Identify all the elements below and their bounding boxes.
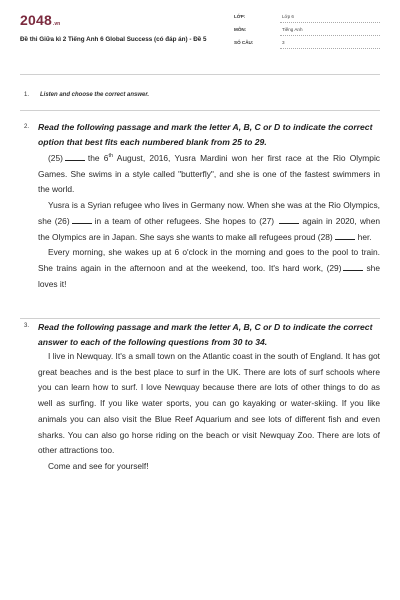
blank-number: (25) <box>48 153 63 163</box>
meta-underline <box>280 35 380 36</box>
meta-value: 3 <box>282 40 285 45</box>
passage-text: Yusra is a Syrian refugee who lives in Germany now. When she was at the Rio Olympics, she (26) <box>38 200 380 226</box>
ordinal-suffix: th <box>108 153 114 160</box>
question-number: 3. <box>24 323 30 329</box>
logo-text: 2048 <box>20 12 52 28</box>
answer-blank[interactable] <box>72 222 92 224</box>
passage-text: she loves it! <box>38 262 380 289</box>
meta-value: Lớp 6 <box>282 14 294 19</box>
section-divider <box>20 318 380 319</box>
section-divider <box>20 110 380 111</box>
passage-paragraph <box>38 245 380 292</box>
reading-passage <box>38 349 380 475</box>
question-number: 1. <box>24 92 30 98</box>
meta-row-subject <box>234 25 380 36</box>
meta-value: Tiếng Anh <box>282 27 303 32</box>
passage-text: Every morning, she wakes up at 6 o'clock in the morning and goes to the pool to train. She trains again in the afternoon and at the weekend, too. It's hard work, (29) <box>38 247 380 273</box>
answer-blank[interactable] <box>343 269 363 271</box>
meta-label: LỚP: <box>234 14 246 19</box>
question-instruction: Read the following passage and mark the letter A, B, C or D to indicate the correct answer to each of the following questions from 30 to 34. <box>38 322 373 347</box>
meta-underline <box>280 22 380 23</box>
passage-text: her. <box>357 231 372 242</box>
question-number: 2. <box>24 124 30 130</box>
logo-suffix: .vn <box>52 21 61 27</box>
site-logo[interactable] <box>20 12 60 28</box>
passage-text: August, 2016, Yusra Mardini won her first race at the Rio Olympic Games. She swims in a style called "butterfly", and she is one of the fastest swimmers in the world. <box>38 153 380 195</box>
meta-label: MÔN: <box>234 27 247 32</box>
header-divider <box>20 74 380 75</box>
passage-paragraph <box>38 198 380 245</box>
passage-paragraph: Come and see for yourself! <box>48 460 149 471</box>
passage-paragraph: I live in Newquay. It's a small town on the Atlantic coast in the south of England. It has got great beaches and is the best place to surf in the UK. There are lots of surf schools where you can learn how to surf. I love Newquay because there are lots of other things to do as well as surfing. If you like water sports, you can go kayaking or water-skiing. If you like animals you can also visit the Blue Reef Aquarium and see lots of different fish and even sharks. You can also go horse riding on the beach or visit Newquay Zoo. There are lots of other attractions too. <box>38 351 380 456</box>
passage-text: the 6 <box>87 153 109 163</box>
question-instruction: Listen and choose the correct answer. <box>40 92 150 98</box>
answer-blank[interactable] <box>65 159 85 161</box>
passage-paragraph <box>38 151 380 198</box>
meta-row-count <box>234 38 380 49</box>
passage-text: in a team of other refugees. She hopes to (27) <box>94 215 275 226</box>
reading-passage <box>38 151 380 292</box>
passage-text: again in 2020, when the Olympics are in Japan. She says she wants to make all refugees proud (28) <box>38 215 381 242</box>
meta-label: SỐ CÂU: <box>234 40 254 45</box>
meta-row-class <box>234 12 380 23</box>
answer-blank[interactable] <box>279 222 299 224</box>
meta-underline <box>280 48 380 49</box>
question-instruction: Read the following passage and mark the letter A, B, C or D to indicate the correct option that best fits each numbered blank from 25 to 29. <box>38 122 373 147</box>
document-title: Đề thi Giữa kì 2 Tiếng Anh 6 Global Success (có đáp án) - Đề 5 <box>20 36 207 43</box>
answer-blank[interactable] <box>335 238 355 240</box>
